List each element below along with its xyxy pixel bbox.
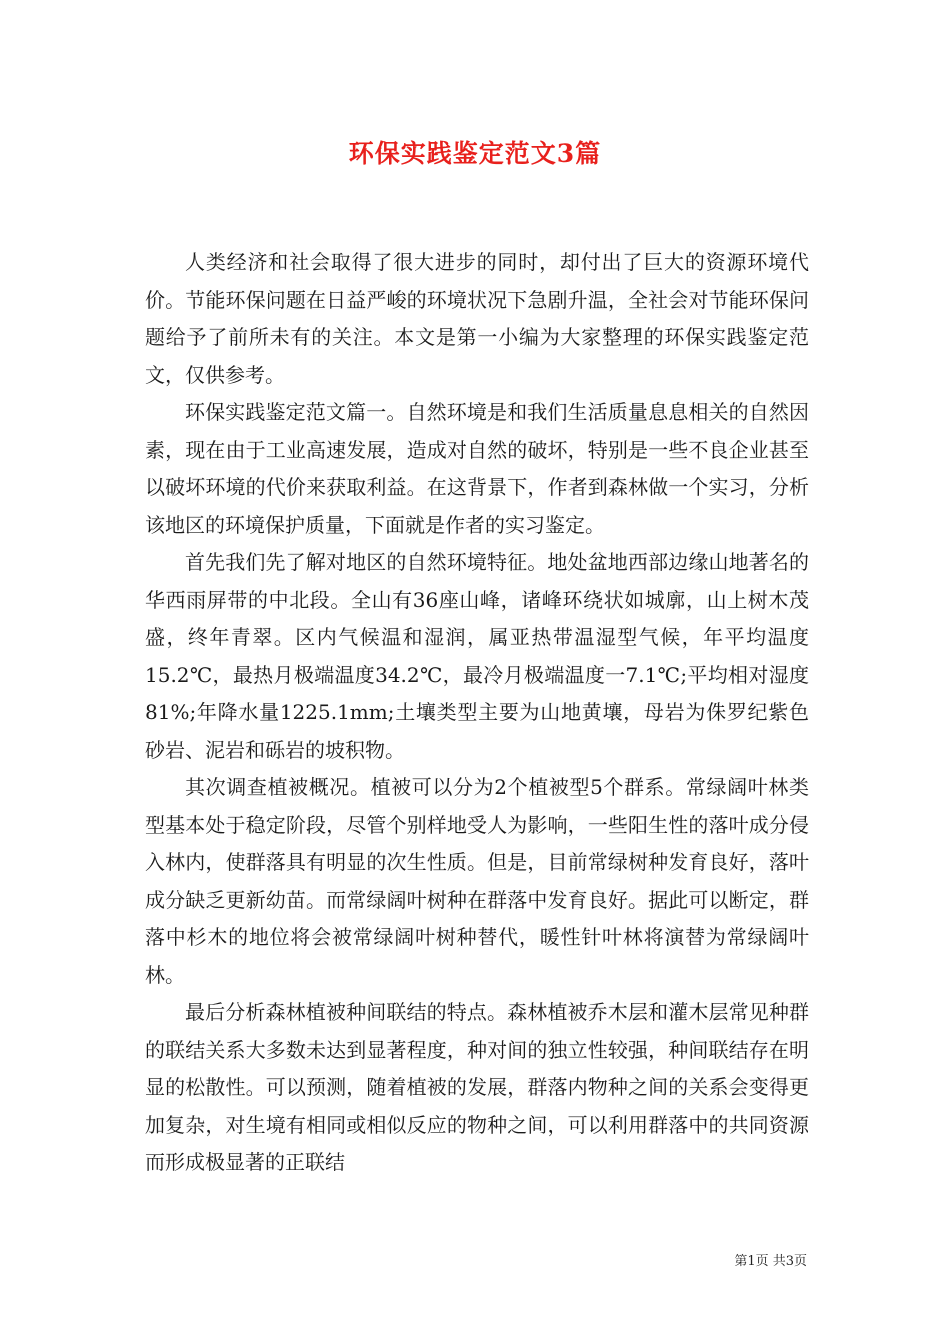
paragraph-association: 最后分析森林植被种间联结的特点。森林植被乔木层和灌木层常见种群的联结关系大多数未达到显著程度，种对间的独立性较强，种间联结存在明显的松散性。可以预测，随着植被的发展，群落内物种之间的关系会变得更加复杂，对生境有相同或相似反应的物种之间，可以利用群落中的共同资源而形成极显著的正联结 [145, 1000, 809, 1174]
paragraph-environment: 首先我们先了解对地区的自然环境特征。地处盆地西部边缘山地著名的华西雨屏带的中北段。全山有36座山峰，诸峰环绕状如城廓，山上树木茂盛，终年青翠。区内气候温和湿润，属亚热带温湿型气候，年平均温度15.2℃，最热月极端温度34.2℃，最冷月极端温度一7.1℃;平均相对湿度81%;年降水量1225.1mm;土壤类型主要为山地黄壤，母岩为侏罗纪紫色砂岩、泥岩和砾岩的坡积物。 [145, 550, 809, 762]
document-body [145, 244, 809, 1182]
paragraph-part-one: 环保实践鉴定范文篇一。自然环境是和我们生活质量息息相关的自然因素，现在由于工业高速发展，造成对自然的破坏，特别是一些不良企业甚至以破坏环境的代价来获取利益。在这背景下，作者到森林做一个实习，分析该地区的环境保护质量，下面就是作者的实习鉴定。 [145, 400, 809, 537]
page-number: 第1页 共3页 [734, 1254, 807, 1269]
paragraph-vegetation: 其次调查植被概况。植被可以分为2个植被型5个群系。常绿阔叶林类型基本处于稳定阶段，尽管个别样地受人为影响，一些阳生性的落叶成分侵入林内，使群落具有明显的次生性质。但是，目前常绿树种发育良好，落叶成分缺乏更新幼苗。而常绿阔叶树种在群落中发育良好。据此可以断定，群落中杉木的地位将会被常绿阔叶树种替代，暖性针叶林将演替为常绿阔叶林。 [145, 775, 809, 987]
document-title: 环保实践鉴定范文3篇 [348, 139, 602, 168]
paragraph-intro: 人类经济和社会取得了很大进步的同时，却付出了巨大的资源环境代价。节能环保问题在日益严峻的环境状况下急剧升温，全社会对节能环保问题给予了前所未有的关注。本文是第一小编为大家整理的环保实践鉴定范文，仅供参考。 [145, 250, 809, 387]
